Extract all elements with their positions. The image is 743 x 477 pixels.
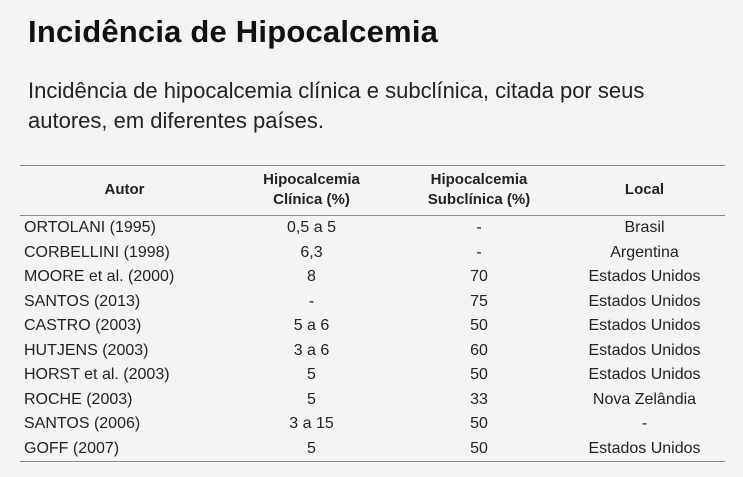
cell-local: Estados Unidos [588,341,701,359]
cell-autor: SANTOS (2006) [24,415,141,432]
cell-subclinica: 50 [470,439,488,457]
cell-local: - [641,415,648,432]
table-row [20,290,725,315]
cell-clinica: 5 [307,390,316,408]
cell-autor: CASTRO (2003) [24,317,142,334]
cell-clinica: 3 a 6 [293,341,330,359]
cell-clinica: 5 [307,366,316,383]
cell-local: Estados Unidos [588,268,701,285]
page-title: Incidência de Hipocalcemia [28,14,439,49]
cell-autor: GOFF (2007) [24,439,120,457]
cell-autor: SANTOS (2013) [24,292,141,310]
cell-clinica: - [308,292,315,310]
table-row [20,314,725,339]
cell-subclinica: 33 [470,390,488,408]
header-autor: Autor [104,181,145,198]
cell-clinica: 0,5 a 5 [287,219,336,236]
table-header [20,166,725,216]
cell-local: Nova Zelândia [592,390,697,408]
table-row [20,363,725,388]
cell-subclinica: 50 [470,366,488,383]
cell-autor: MOORE et al. (2000) [24,268,175,285]
cell-clinica: 5 [307,439,316,457]
table-row [20,265,725,290]
table-header-row [20,166,725,216]
header-clinica [229,166,394,216]
cell-clinica: 8 [307,268,316,285]
header-local: Local [624,181,665,198]
header-subclinica-line2: Subclínica (%) [427,191,531,208]
cell-subclinica: - [476,243,482,261]
header-clinica-line2: Clínica (%) [273,191,350,208]
incidence-table [20,165,725,462]
cell-local: Argentina [610,243,679,261]
cell-subclinica: - [476,219,482,236]
cell-local: Brasil [624,219,665,236]
cell-subclinica: 60 [470,341,488,359]
cell-autor: CORBELLINI (1998) [24,243,170,261]
cell-autor: HORST et al. (2003) [24,366,170,383]
cell-autor: ORTOLANI (1995) [24,219,156,236]
header-subclinica [394,166,564,216]
cell-clinica: 6,3 [300,243,323,261]
cell-subclinica: 50 [470,415,488,432]
page-subtitle: Incidência de hipocalcemia clínica e subclínica, citada por seus autores, em diferentes países. [28,78,645,133]
table-row [20,388,725,413]
table-row [20,216,725,241]
table-row [20,339,725,364]
header-clinica-line1: Hipocalcemia [263,171,360,188]
cell-autor: HUTJENS (2003) [24,341,149,359]
cell-local: Estados Unidos [588,292,701,310]
cell-autor: ROCHE (2003) [24,390,133,408]
cell-subclinica: 75 [470,292,488,310]
header-subclinica-line1: Hipocalcemia [430,171,528,188]
cell-clinica: 5 a 6 [293,317,330,334]
incidence-table-container [20,165,725,462]
cell-subclinica: 50 [470,317,488,334]
table-row [20,241,725,266]
cell-local: Estados Unidos [588,366,701,383]
table-row [20,437,725,462]
cell-local: Estados Unidos [588,439,701,457]
cell-local: Estados Unidos [588,317,701,334]
cell-clinica: 3 a 15 [289,415,334,432]
cell-subclinica: 70 [470,268,488,285]
table-body [20,216,725,462]
table-row [20,412,725,437]
